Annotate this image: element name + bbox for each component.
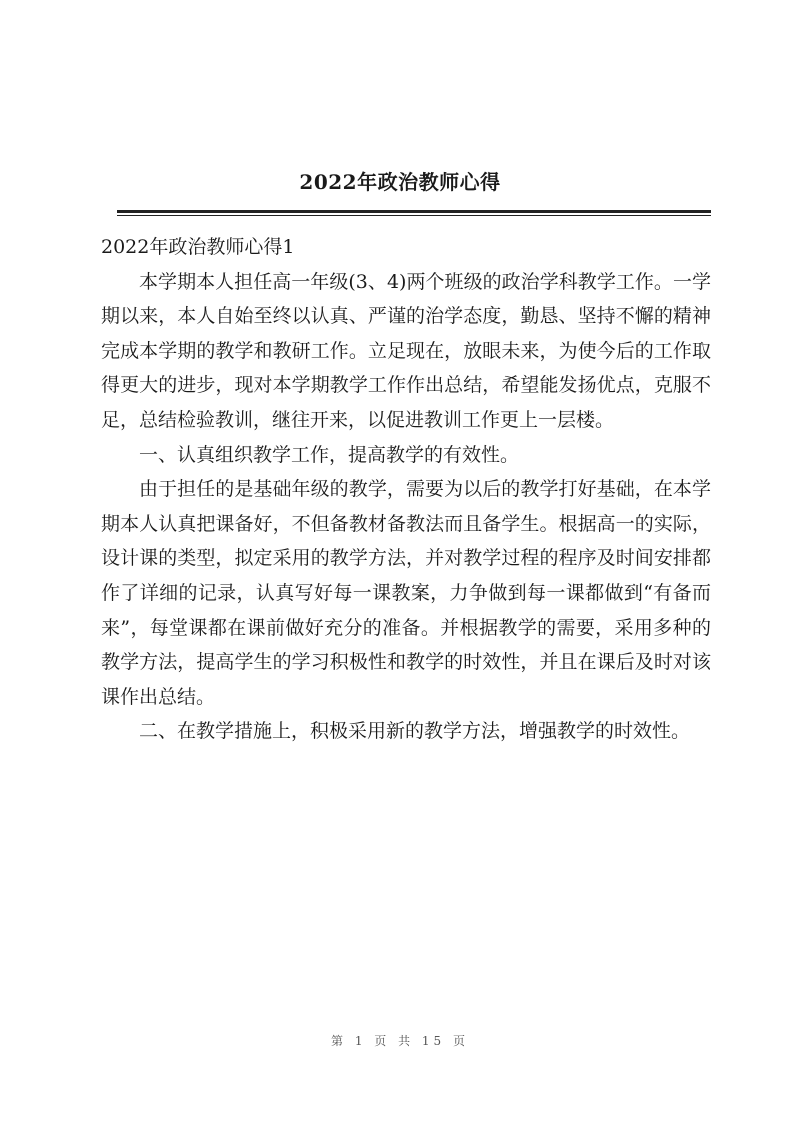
paragraph-point-one: 一、认真组织教学工作，提高教学的有效性。 <box>139 443 520 466</box>
paragraph-point-two: 二、在教学措施上，积极采用新的教学方法，增强教学的时效性。 <box>139 720 691 743</box>
paragraph-intro: 本学期本人担任高一年级(3、4)两个班级的政治学科教学工作。一学期以来，本人自始至终以认真、严谨的治学态度，勤恳、坚持不懈的精神完成本学期的教学和教研工作。立足现在，放眼未来，为使今后的工作取得更大的进步，现对本学期教学工作作出总结，希望能发扬优点，克服不足，总结检验教训，继往开来，以促进教训工作更上一层楼。 <box>101 270 711 431</box>
document-title: 2022年政治教师心得 <box>299 170 501 194</box>
title-divider-thin <box>117 215 711 216</box>
paragraph-point-one-detail: 由于担任的是基础年级的教学，需要为以后的教学打好基础，在本学期本人认真把课备好，不但备教材备教法而且备学生。根据高一的实际，设计课的类型，拟定采用的教学方法，并对教学过程的程序及时间安排都作了详细的记录，认真写好每一课教案，力争做到每一课都做到“有备而来”，每堂课都在课前做好充分的准备。并根据教学的需要，采用多种的教学方法，提高学生的学习积极性和教学的时效性，并且在课后及时对该课作出总结。 <box>101 478 711 708</box>
page-number: 第 1 页 共 15 页 <box>331 1034 469 1048</box>
document-body <box>101 230 711 749</box>
section-heading: 2022年政治教师心得1 <box>101 236 295 258</box>
title-divider-thick <box>117 210 711 213</box>
